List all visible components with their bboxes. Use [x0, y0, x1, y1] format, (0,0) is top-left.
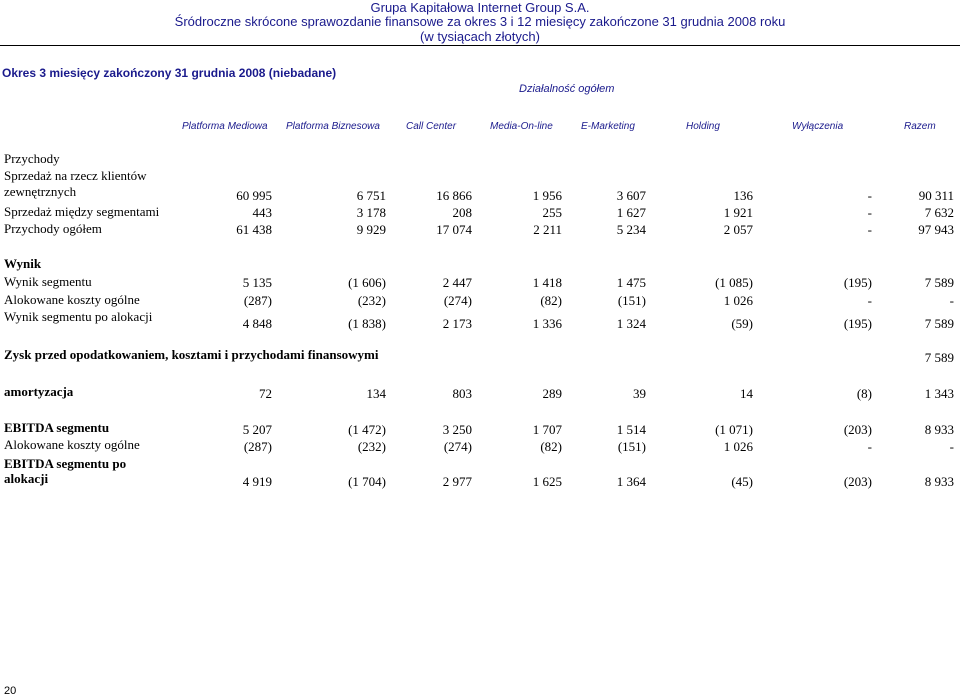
label-ebitda-po-cont: alokacji: [4, 471, 49, 486]
col-header-platforma-mediowa: Platforma Mediowa: [182, 121, 268, 132]
table-cell: 1 625: [532, 474, 562, 489]
table-cell: (232): [357, 439, 386, 454]
report-title: Śródroczne skrócone sprawozdanie finansowe za okres 3 i 12 miesięcy zakończone 31 grudnia 2008 roku: [174, 14, 786, 29]
table-cell: 16 866: [436, 188, 472, 203]
table-cell: -: [867, 188, 872, 203]
table-cell: 4 919: [242, 474, 272, 489]
table-cell: (151): [617, 293, 646, 308]
label-sprzedaz-klientow-cont: zewnętrznych: [4, 184, 77, 199]
table-cell: 7 632: [924, 205, 954, 220]
table-cell: 2 173: [442, 316, 472, 331]
table-cell: (287): [243, 293, 272, 308]
table-cell: 4 848: [242, 316, 272, 331]
table-cell: 443: [252, 205, 272, 220]
section-title: Okres 3 miesięcy zakończony 31 grudnia 2008 (niebadane): [2, 66, 337, 80]
label-zysk: Zysk przed opodatkowaniem, kosztami i przychodami finansowymi: [4, 347, 379, 362]
table-cell: 9 929: [356, 222, 386, 237]
activity-title: Działalność ogółem: [519, 83, 615, 95]
table-cell: 1 324: [616, 316, 646, 331]
table-cell: 803: [452, 386, 472, 401]
table-cell: (151): [617, 439, 646, 454]
table-cell: (274): [443, 439, 472, 454]
table-cell: (8): [856, 386, 872, 401]
col-header-e-marketing: E-Marketing: [581, 121, 635, 132]
table-cell: (1 838): [348, 316, 386, 331]
company-name: Grupa Kapitałowa Internet Group S.A.: [370, 0, 590, 15]
table-cell: (45): [731, 474, 753, 489]
table-cell: 97 943: [918, 222, 954, 237]
table-cell: 1 026: [723, 439, 753, 454]
table-cell: 134: [366, 386, 386, 401]
value-zysk-razem: 7 589: [924, 350, 954, 365]
table-cell: 255: [542, 205, 562, 220]
col-header-razem: Razem: [904, 121, 936, 132]
table-cell: (1 071): [715, 422, 753, 437]
label-wynik: Wynik: [4, 256, 42, 271]
label-przychody-ogolem: Przychody ogółem: [4, 221, 102, 236]
table-cell: 14: [740, 386, 753, 401]
table-cell: 2 977: [442, 474, 472, 489]
table-cell: 1 026: [723, 293, 753, 308]
label-alokowane-koszty: Alokowane koszty ogólne: [4, 292, 140, 307]
table-cell: (1 472): [348, 422, 386, 437]
table-cell: (274): [443, 293, 472, 308]
table-cell: 8 933: [924, 422, 954, 437]
table-cell: (203): [843, 474, 872, 489]
col-header-platforma-biznesowa: Platforma Biznesowa: [286, 121, 380, 132]
table-cell: (1 085): [715, 275, 753, 290]
header-rule: [0, 45, 960, 46]
table-cell: 1 514: [616, 422, 646, 437]
table-cell: (82): [540, 293, 562, 308]
label-ebitda: EBITDA segmentu: [4, 420, 110, 435]
table-cell: (195): [843, 316, 872, 331]
table-cell: 5 234: [616, 222, 646, 237]
table-cell: 1 364: [616, 474, 646, 489]
table-cell: 1 707: [532, 422, 562, 437]
table-cell: -: [867, 222, 872, 237]
label-przychody: Przychody: [4, 151, 60, 166]
table-cell: 1 475: [616, 275, 646, 290]
table-cell: -: [867, 439, 872, 454]
table-cell: 72: [259, 386, 272, 401]
table-cell: 2 057: [723, 222, 753, 237]
table-cell: 5 207: [242, 422, 272, 437]
table-cell: (1 606): [348, 275, 386, 290]
table-cell: 1 956: [532, 188, 562, 203]
label-sprzedaz-segmentami: Sprzedaż między segmentami: [4, 204, 160, 219]
table-cell: 7 589: [924, 316, 954, 331]
table-cell: 6 751: [356, 188, 386, 203]
col-header-call-center: Call Center: [406, 121, 457, 132]
table-cell: 1 921: [723, 205, 753, 220]
table-cell: 39: [633, 386, 646, 401]
table-cell: 3 607: [616, 188, 646, 203]
table-cell: 1 343: [924, 386, 954, 401]
table-cell: (82): [540, 439, 562, 454]
table-cell: (203): [843, 422, 872, 437]
label-wynik-po-alokacji: Wynik segmentu po alokacji: [4, 309, 153, 324]
table-cell: (195): [843, 275, 872, 290]
table-cell: 136: [733, 188, 753, 203]
table-cell: 2 211: [533, 222, 562, 237]
table-cell: 61 438: [236, 222, 272, 237]
units-note: (w tysiącach złotych): [420, 29, 540, 44]
table-cell: -: [867, 205, 872, 220]
table-cell: (287): [243, 439, 272, 454]
page-number: 20: [4, 685, 17, 697]
table-cell: -: [949, 439, 954, 454]
table-cell: 289: [542, 386, 562, 401]
table-cell: -: [867, 293, 872, 308]
label-wynik-segmentu: Wynik segmentu: [4, 274, 92, 289]
table-cell: 2 447: [442, 275, 472, 290]
table-cell: 17 074: [436, 222, 472, 237]
label-alokowane-koszty-2: Alokowane koszty ogólne: [4, 437, 140, 452]
table-cell: 1 336: [532, 316, 562, 331]
table-cell: 208: [452, 205, 472, 220]
table-cell: 90 311: [918, 188, 954, 203]
table-cell: 1 627: [616, 205, 646, 220]
table-cell: -: [949, 293, 954, 308]
table-cell: 60 995: [236, 188, 272, 203]
col-header-holding: Holding: [686, 121, 720, 132]
table-cell: 3 250: [442, 422, 472, 437]
label-amortyzacja: amortyzacja: [4, 384, 74, 399]
table-cell: 8 933: [924, 474, 954, 489]
table-cell: 1 418: [532, 275, 562, 290]
label-sprzedaz-klientow: Sprzedaż na rzecz klientów: [4, 168, 147, 183]
table-cell: 3 178: [356, 205, 386, 220]
table-cell: (59): [731, 316, 753, 331]
table-cell: 7 589: [924, 275, 954, 290]
table-cell: 5 135: [242, 275, 272, 290]
table-cell: (1 704): [348, 474, 386, 489]
col-header-wylaczenia: Wyłączenia: [792, 121, 844, 132]
table-cell: (232): [357, 293, 386, 308]
col-header-media-on-line: Media-On-line: [490, 121, 553, 132]
label-ebitda-po: EBITDA segmentu po: [4, 456, 127, 471]
